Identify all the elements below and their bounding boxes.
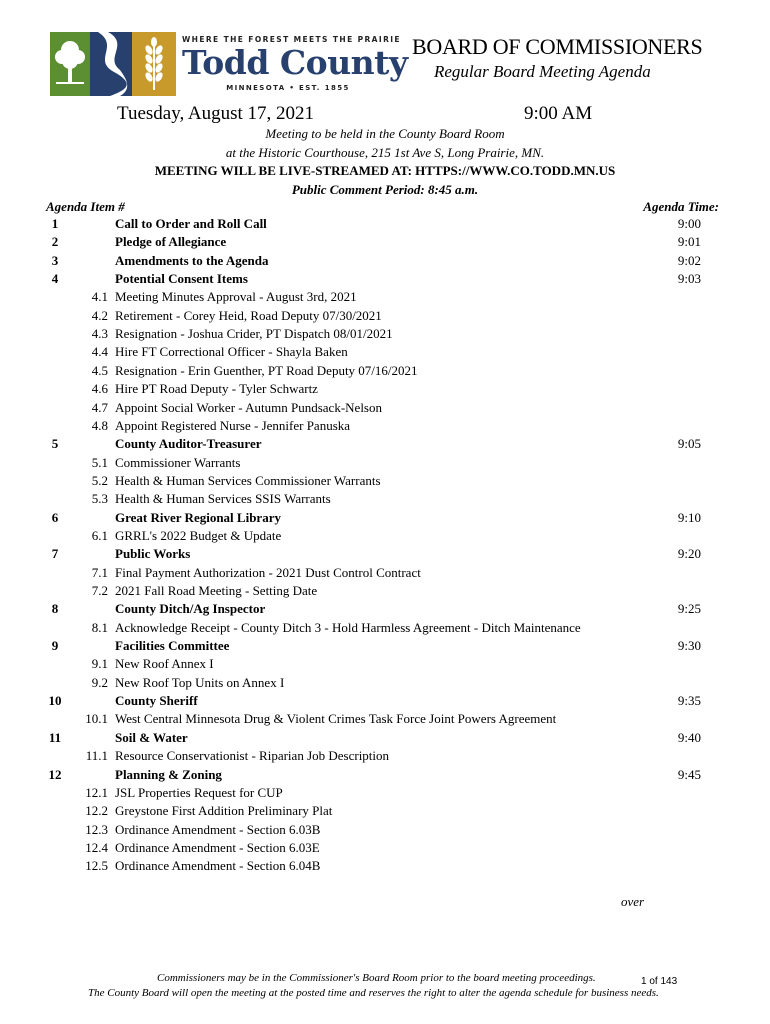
agenda-subitem: [0, 802, 770, 820]
agenda-item: [0, 270, 770, 288]
agenda-subitem-title: Resource Conservationist - Riparian Job Description: [115, 748, 390, 764]
agenda-subitem-title: JSL Properties Request for CUP: [115, 784, 283, 800]
agenda-item: [0, 215, 770, 233]
agenda-subitem: [0, 454, 770, 472]
agenda-subitem-number: 12.5: [85, 858, 108, 874]
agenda-subitem-title: Hire PT Road Deputy - Tyler Schwartz: [115, 381, 318, 397]
agenda-item-number: 7: [51, 546, 59, 562]
agenda-item: [0, 637, 770, 655]
agenda-item-number: 2: [51, 234, 59, 250]
agenda-item-time: 9:00: [677, 216, 701, 231]
agenda-subitem-number: 6.1: [91, 527, 108, 543]
agenda-subitem-number: 4.4: [91, 344, 108, 360]
agenda-subitem-number: 4.5: [91, 362, 108, 378]
agenda-subitem: [0, 857, 770, 875]
agenda-subitem-number: 9.1: [91, 656, 108, 672]
agenda-subitem-number: 8.1: [91, 619, 108, 635]
agenda-subitem-number: 4.1: [91, 289, 108, 305]
agenda-item: [0, 600, 770, 618]
agenda-item-time: 9:25: [677, 601, 701, 617]
page-count: 1 of 143: [641, 976, 678, 987]
agenda-subitem-title: Meeting Minutes Approval - August 3rd, 2021: [115, 289, 357, 305]
agenda-item-title: Planning & Zoning: [115, 766, 222, 782]
agenda-item-title: County Auditor-Treasurer: [115, 436, 262, 452]
agenda-subitem-number: 11.1: [85, 748, 108, 764]
logo-wordmark: [182, 32, 408, 96]
agenda-subitem: [0, 472, 770, 490]
agenda-subitem-title: New Roof Annex I: [115, 656, 214, 672]
agenda-item: [0, 766, 770, 784]
over-note: over: [621, 894, 645, 909]
meeting-date: Tuesday, August 17, 2021: [117, 103, 315, 124]
public-comment-period: Public Comment Period: 8:45 a.m.: [291, 182, 479, 197]
agenda-subitem-title: West Central Minnesota Drug & Violent Crimes Task Force Joint Powers Agreement: [115, 711, 557, 727]
agenda-time-column-header: Agenda Time:: [643, 199, 719, 214]
agenda-item-number: 8: [51, 601, 59, 617]
agenda-item-title: Pledge of Allegiance: [115, 234, 227, 250]
logo-subline: MINNESOTA • EST. 1855: [226, 84, 350, 92]
agenda-item: [0, 545, 770, 563]
agenda-item-title: County Ditch/Ag Inspector: [115, 601, 266, 617]
agenda-subitem-title: Final Payment Authorization - 2021 Dust Control Contract: [115, 564, 421, 580]
agenda-subitem-number: 5.3: [91, 491, 108, 507]
agenda-item-number: 6: [51, 509, 59, 525]
footer-note-2: The County Board will open the meeting at the posted time and reserves the right to alter the agenda schedule for business needs.: [88, 987, 659, 999]
tree-icon: [50, 32, 90, 96]
agenda-subitem-number: 4.2: [91, 307, 108, 323]
agenda-subitem: [0, 839, 770, 857]
agenda-item-number: 3: [51, 252, 59, 268]
agenda-subitem-title: 2021 Fall Road Meeting - Setting Date: [115, 583, 318, 598]
agenda-item: [0, 509, 770, 527]
agenda-subitem-number: 4.7: [91, 399, 108, 415]
agenda-subitem-title: GRRL's 2022 Budget & Update: [115, 527, 282, 543]
agenda-item-time: 9:45: [677, 766, 701, 782]
agenda-subitem: [0, 417, 770, 435]
agenda-item-time: 9:03: [677, 271, 701, 287]
agenda-item-time: 9:20: [677, 546, 701, 562]
agenda-subitem-title: Appoint Registered Nurse - Jennifer Panuska: [115, 417, 351, 433]
agenda-subitem-title: New Roof Top Units on Annex I: [115, 674, 285, 690]
agenda-item-number: 11: [48, 729, 62, 745]
agenda-subitem-number: 4.3: [91, 326, 108, 342]
agenda-item: [0, 729, 770, 747]
agenda-item: [0, 435, 770, 453]
agenda-item-time: 9:10: [677, 509, 701, 525]
agenda-item-title: County Sheriff: [115, 693, 198, 709]
agenda-subitem: [0, 307, 770, 325]
logo-name: Todd County: [182, 43, 408, 82]
agenda-item: [0, 233, 770, 251]
agenda-subitem: [0, 784, 770, 802]
footer-note-1: Commissioners may be in the Commissioner's Board Room prior to the board meeting proceedings.: [157, 972, 596, 984]
agenda-subitem: [0, 655, 770, 673]
agenda-item-number: 4: [51, 271, 59, 287]
todd-county-logo: [50, 32, 408, 96]
agenda-subitem-number: 7.2: [91, 583, 108, 598]
agenda-item-title: Facilities Committee: [115, 638, 230, 654]
agenda-subitem-title: Hire FT Correctional Officer - Shayla Baken: [115, 344, 348, 360]
agenda-item-time: 9:02: [677, 252, 701, 268]
agenda-subitem: [0, 674, 770, 692]
agenda-subitem-title: Ordinance Amendment - Section 6.04B: [115, 858, 321, 874]
river-icon: [90, 32, 132, 96]
agenda-item-title: Great River Regional Library: [115, 509, 281, 525]
agenda-subitem-number: 12.3: [85, 821, 108, 837]
livestream-notice: MEETING WILL BE LIVE-STREAMED AT: HTTPS://WWW.CO.TODD.MN.US: [154, 163, 616, 178]
agenda-item: [0, 252, 770, 270]
agenda-subitem: [0, 380, 770, 398]
agenda-subitem-number: 9.2: [91, 674, 108, 690]
agenda-item-time: 9:30: [677, 638, 701, 654]
agenda-item-title: Amendments to the Agenda: [115, 252, 269, 268]
agenda-subitem: [0, 490, 770, 508]
agenda-item-title: Public Works: [115, 546, 191, 562]
agenda-subitem: [0, 343, 770, 361]
location-line-1: Meeting to be held in the County Board Room: [265, 126, 505, 141]
agenda-item-title: Call to Order and Roll Call: [115, 216, 267, 231]
agenda-subitem-title: Greystone First Addition Preliminary Plat: [115, 803, 333, 819]
agenda-subitem: [0, 527, 770, 545]
agenda-item: [0, 692, 770, 710]
agenda-subitem: [0, 362, 770, 380]
agenda-subitem: [0, 288, 770, 306]
agenda-item-title: Soil & Water: [115, 729, 188, 745]
agenda-subitem: [0, 582, 770, 600]
agenda-item-time: 9:01: [677, 234, 701, 250]
agenda-subitem-number: 5.2: [91, 472, 108, 488]
agenda-subitem-number: 10.1: [85, 711, 108, 727]
agenda-subitem-title: Resignation - Erin Guenther, PT Road Deputy 07/16/2021: [115, 362, 418, 378]
logo-tagline: WHERE THE FOREST MEETS THE PRAIRIE: [182, 35, 401, 44]
agenda-subitem: [0, 564, 770, 582]
agenda-item-time: 9:05: [677, 436, 701, 452]
agenda-item-title: Potential Consent Items: [115, 271, 248, 287]
agenda-item-time: 9:40: [677, 729, 701, 745]
agenda-subitem-number: 7.1: [91, 564, 108, 580]
agenda-subitem: [0, 619, 770, 637]
agenda-subitem-title: Appoint Social Worker - Autumn Pundsack-Nelson: [115, 399, 382, 415]
agenda-subitem-number: 5.1: [91, 454, 108, 470]
agenda-subitem-number: 12.4: [85, 839, 108, 855]
location-line-2: at the Historic Courthouse, 215 1st Ave S, Long Prairie, MN.: [225, 145, 545, 160]
agenda-subitem: [0, 747, 770, 765]
agenda-subitem-title: Ordinance Amendment - Section 6.03B: [115, 821, 321, 837]
agenda-item-number: 10: [48, 693, 62, 709]
agenda-subitem: [0, 325, 770, 343]
agenda-subitem-title: Health & Human Services Commissioner Warrants: [115, 472, 381, 488]
agenda-subitem: [0, 399, 770, 417]
agenda-item-time: 9:35: [677, 693, 701, 709]
agenda-subitem-title: Commissioner Warrants: [115, 454, 241, 470]
agenda-item-number: 1: [51, 216, 59, 231]
agenda-subitem-number: 12.2: [85, 803, 108, 819]
agenda-subitem-title: Health & Human Services SSIS Warrants: [115, 491, 331, 507]
agenda-subitem-title: Retirement - Corey Heid, Road Deputy 07/30/2021: [115, 307, 382, 323]
agenda-subitem-title: Ordinance Amendment - Section 6.03E: [115, 839, 320, 855]
meeting-time: 9:00 AM: [524, 103, 593, 124]
agenda-item-number: 12: [48, 766, 62, 782]
agenda-subitem: [0, 821, 770, 839]
board-title: BOARD OF COMMISSIONERS: [412, 34, 703, 59]
agenda-item-number: 5: [51, 436, 59, 452]
agenda-item-column-header: Agenda Item #: [46, 199, 125, 214]
agenda-subitem-number: 12.1: [85, 784, 108, 800]
agenda-subitem-number: 4.6: [91, 381, 108, 397]
agenda-subitem: [0, 710, 770, 728]
agenda-subitem-title: Resignation - Joshua Crider, PT Dispatch 08/01/2021: [115, 326, 393, 342]
wheat-icon: [132, 32, 176, 96]
agenda-subtitle: Regular Board Meeting Agenda: [434, 62, 651, 81]
agenda-item-number: 9: [51, 638, 59, 654]
agenda-subitem-number: 4.8: [91, 417, 108, 433]
agenda-subitem-title: Acknowledge Receipt - County Ditch 3 - Hold Harmless Agreement - Ditch Maintenance: [115, 619, 581, 635]
